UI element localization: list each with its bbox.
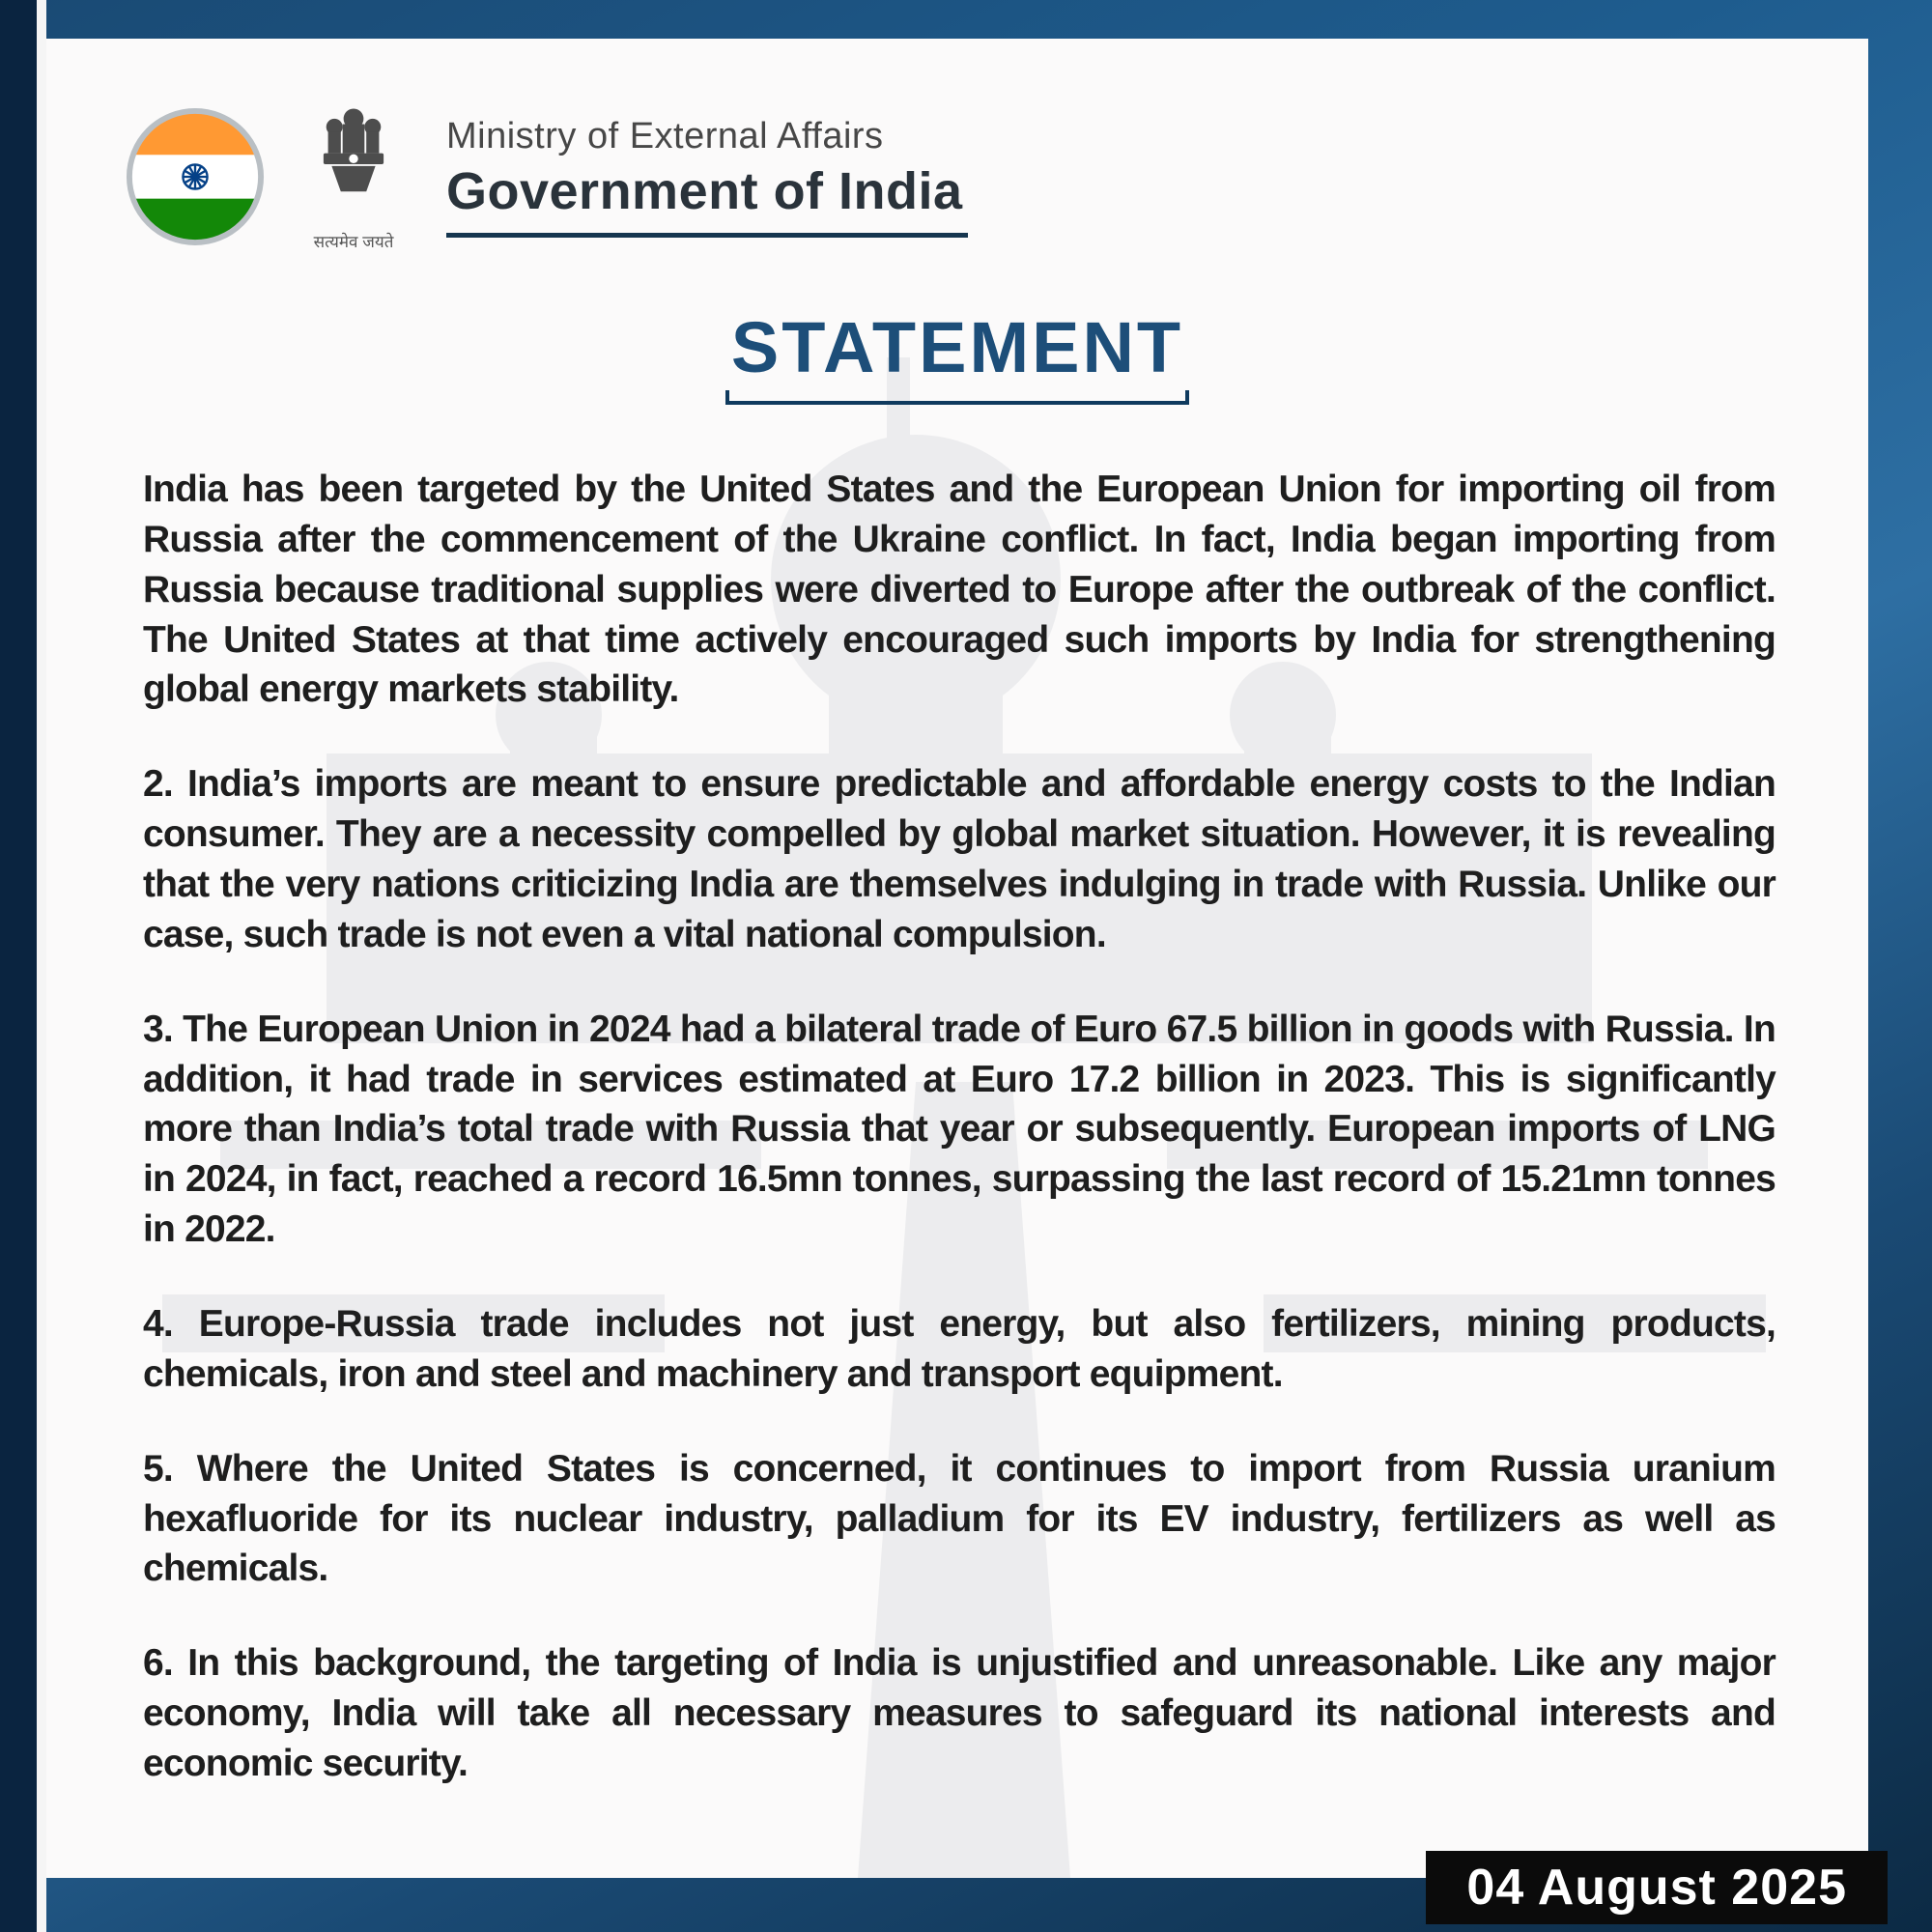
- statement-paragraph-4: 4. Europe-Russia trade includes not just energy, but also fertilizers, mining products, chemicals, iron and steel and machinery and transport equipment.: [143, 1303, 1776, 1395]
- statement-paragraph-6: 6. In this background, the targeting of India is unjustified and unreasonable. Like any major economy, India will take all necessary measures to safeguard its national interests and economic security.: [143, 1642, 1776, 1785]
- header-text: [446, 116, 968, 238]
- statement-title: STATEMENT: [730, 307, 1184, 387]
- statement-card: [46, 39, 1868, 1878]
- date-text: 04 August 2025: [1466, 1860, 1847, 1916]
- header-underline: [446, 233, 968, 238]
- ashoka-emblem-icon: [307, 100, 400, 228]
- india-flag-icon: [124, 105, 267, 248]
- statement-paragraph-5: 5. Where the United States is concerned, it continues to import from Russia uranium hexafluoride for its nuclear industry, palladium for its EV industry, fertilizers as well as chemicals.: [143, 1447, 1776, 1590]
- ministry-name: Ministry of External Affairs: [446, 115, 884, 156]
- statement-paragraph-2: 2. India’s imports are meant to ensure predictable and affordable energy costs to the Indian consumer. They are a necessity compelled by global market situation. However, it is revealing that the very nations criticizing India are themselves indulging in trade with Russia. Unlike our case, such trade is not even a vital national compulsion.: [143, 763, 1776, 955]
- left-edge-strip: [0, 0, 37, 1932]
- date-badge: [1426, 1851, 1888, 1924]
- title-block: [46, 306, 1868, 405]
- statement-paragraph-1: India has been targeted by the United States and the European Union for importing oil from Russia after the commencement of the Ukraine conflict. In fact, India began importing from Russia because traditional supplies were diverted to Europe after the outbreak of the conflict. The United States at that time actively encouraged such imports by India for strengthening global energy markets stability.: [143, 469, 1776, 711]
- title-underline-bracket: [725, 390, 1189, 405]
- statement-paragraph-3: 3. The European Union in 2024 had a bilateral trade of Euro 67.5 billion in goods with Russia. In addition, it had trade in services estimated at Euro 17.2 billion in 2023. This is significantly more than India’s total trade with Russia that year or subsequently. European imports of LNG in 2024, in fact, reached a record 16.5mn tonnes, surpassing the last record of 15.21mn tonnes in 2022.: [143, 1008, 1776, 1251]
- left-accent-line: [37, 0, 46, 1932]
- emblem-motto: सत्यमेव जयते: [313, 233, 394, 251]
- national-emblem: [292, 100, 415, 252]
- government-name: Government of India: [446, 161, 963, 220]
- statement-body: [143, 465, 1776, 1789]
- header: [46, 39, 1868, 252]
